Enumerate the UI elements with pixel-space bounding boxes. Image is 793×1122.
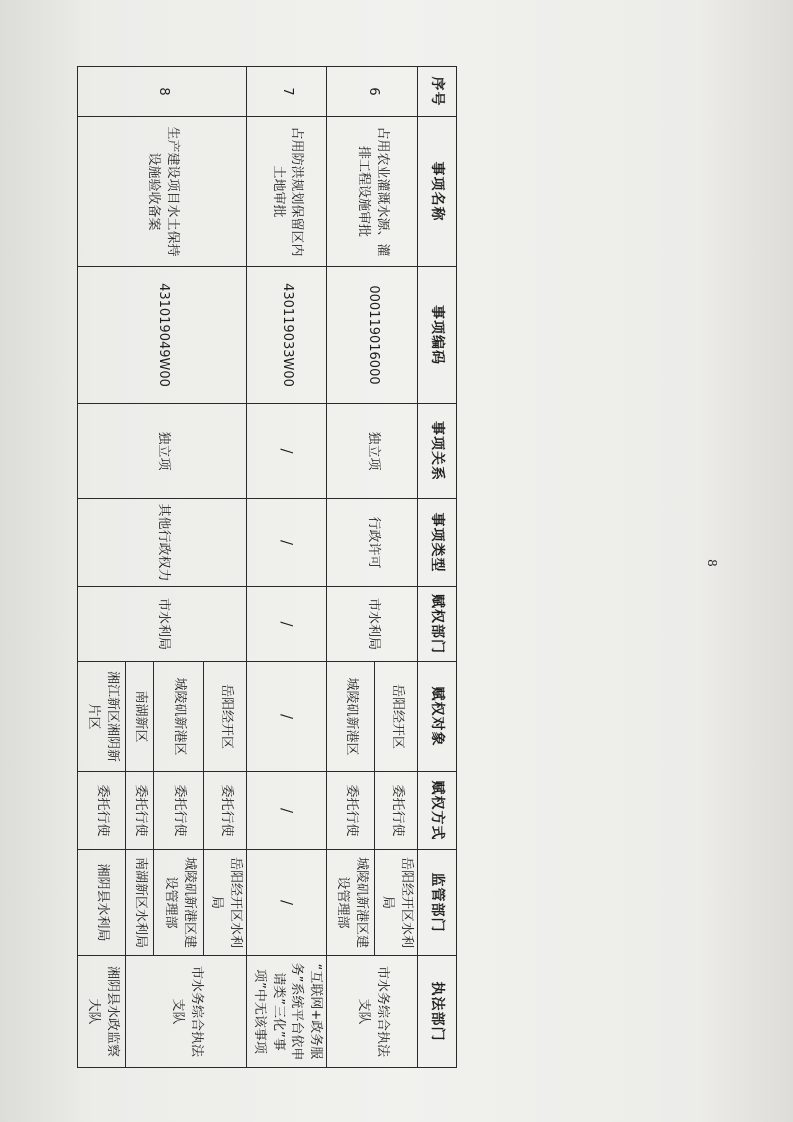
header-type: 事项类型 (418, 499, 457, 587)
row-enforcer: 市水务综合执法支队 (126, 956, 247, 1068)
row-target: 城陵矶新港区 (154, 662, 204, 772)
header-name: 事项名称 (418, 117, 457, 267)
row-target: 南湖新区 (126, 662, 154, 772)
row-method: 委托行使 (126, 772, 154, 850)
row-enforcer: 市水务综合执法支队 (327, 956, 418, 1068)
row-target: 岳阳经开区 (375, 662, 418, 772)
row-target: 城陵矶新港区 (327, 662, 375, 772)
header-code: 事项编码 (418, 267, 457, 404)
row-no: 7 (246, 67, 326, 117)
row-supervisor: 湘阴县水利局 (78, 850, 126, 956)
header-method: 赋权方式 (418, 772, 457, 850)
header-no: 序号 (418, 67, 457, 117)
row-target: 岳阳经开区 (204, 662, 247, 772)
row-type: 其他行政权力 (78, 499, 247, 587)
row-no: 6 (327, 67, 418, 117)
row-method: 委托行使 (154, 772, 204, 850)
row-method: 委托行使 (327, 772, 375, 850)
row-no: 8 (78, 67, 247, 117)
row-name: 占用农业灌溉水源、灌排工程设施审批 (327, 117, 418, 267)
row-dept: / (246, 587, 326, 662)
row-relation: 独立项 (327, 404, 418, 499)
row-relation: / (246, 404, 326, 499)
row-enforcer: “互联网+政务服务”系统平台依申请类”三化”事项”中无该事项 (246, 956, 326, 1068)
row-enforcer: 湘阴县水政监察大队 (78, 956, 126, 1068)
row-method: 委托行使 (78, 772, 126, 850)
row-name: 生产建设项目水土保持设施验收备案 (78, 117, 247, 267)
row-target: 湘江新区湘阴新片区 (78, 662, 126, 772)
header-dept: 赋权部门 (418, 587, 457, 662)
page-number: 8 (704, 559, 719, 567)
rotated-table-container (85, 66, 457, 1067)
row-supervisor: 岳阳经开区水利局 (204, 850, 247, 956)
header-relation: 事项关系 (418, 404, 457, 499)
authority-table (77, 66, 457, 1068)
row-supervisor: / (246, 850, 326, 956)
row-code: 430119033W00 (246, 267, 326, 404)
row-type: / (246, 499, 326, 587)
header-enforcer: 执法部门 (418, 956, 457, 1068)
row-method: 委托行使 (204, 772, 247, 850)
row-method: / (246, 772, 326, 850)
table-row (204, 67, 247, 1068)
row-supervisor: 岳阳经开区水利局 (375, 850, 418, 956)
row-name: 占用防洪规划保留区内土地审批 (246, 117, 326, 267)
row-code: 431019049W00 (78, 267, 247, 404)
row-type: 行政许可 (327, 499, 418, 587)
row-dept: 市水利局 (78, 587, 247, 662)
row-method: 委托行使 (375, 772, 418, 850)
row-supervisor: 城陵矶新港区建设管理部 (154, 850, 204, 956)
header-row (418, 67, 457, 1068)
row-target: / (246, 662, 326, 772)
table-row (375, 67, 418, 1068)
row-dept: 市水利局 (327, 587, 418, 662)
row-supervisor: 城陵矶新港区建设管理部 (327, 850, 375, 956)
row-relation: 独立项 (78, 404, 247, 499)
header-supervisor: 监管部门 (418, 850, 457, 956)
row-supervisor: 南湖新区水利局 (126, 850, 154, 956)
table-row (246, 67, 326, 1068)
header-target: 赋权对象 (418, 662, 457, 772)
row-code: 000119016000 (327, 267, 418, 404)
